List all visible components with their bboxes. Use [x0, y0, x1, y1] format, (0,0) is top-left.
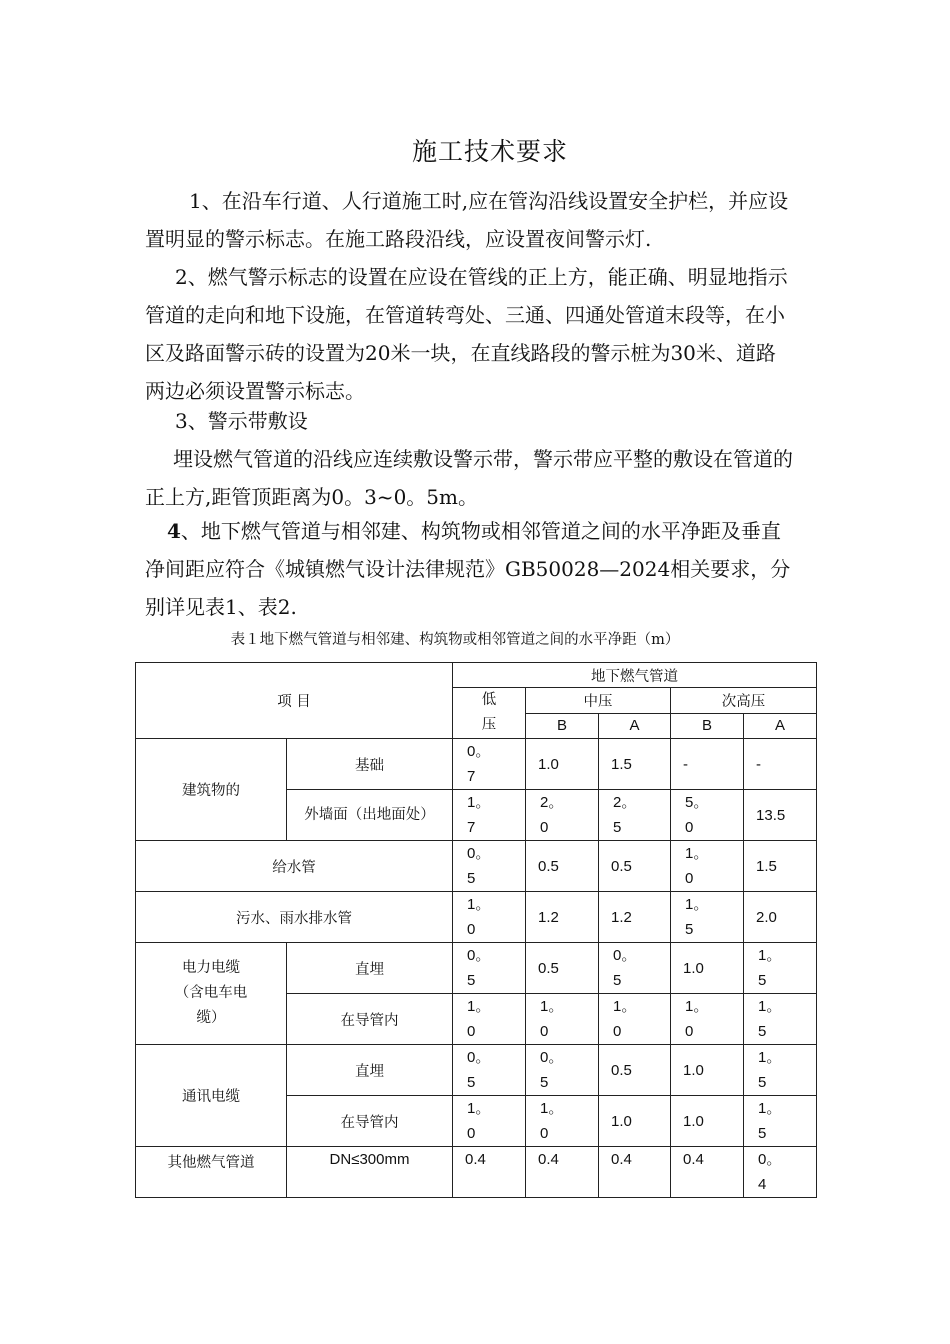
paragraph-5-number: 4 — [167, 519, 181, 543]
paragraph-5 — [145, 512, 795, 626]
cell: 1。5 — [744, 1096, 817, 1147]
cell: 0。7 — [453, 739, 526, 790]
cell: - — [671, 739, 744, 790]
power-cable-label: 电力电缆（含电车电缆） — [136, 943, 287, 1045]
cell: 1.0 — [599, 1096, 671, 1147]
cell: 1。7 — [453, 790, 526, 841]
cell: 0。5 — [453, 841, 526, 892]
table-row — [136, 943, 817, 994]
mid-pressure-header: 中压 — [526, 688, 671, 714]
cell: 1。5 — [744, 994, 817, 1045]
cell: 5。0 — [671, 790, 744, 841]
cell: 0。4 — [744, 1147, 817, 1198]
cell: 1。0 — [671, 994, 744, 1045]
cell: 2.0 — [744, 892, 817, 943]
cell: 1。5 — [744, 943, 817, 994]
cell: 1.0 — [526, 739, 599, 790]
cell: 1.2 — [599, 892, 671, 943]
paragraph-5-text: 、地下燃气管道与相邻建、构筑物或相邻管道之间的水平净距及垂直净间距应符合《城镇燃气设计法律规范》GB50028—2024相关要求，分别详见表1、表2. — [145, 519, 791, 619]
table-row — [136, 892, 817, 943]
cell: 1.5 — [599, 739, 671, 790]
foundation-label: 基础 — [287, 739, 453, 790]
cell: 1。0 — [453, 994, 526, 1045]
cell: 1。5 — [671, 892, 744, 943]
high-pressure-header: 次高压 — [671, 688, 817, 714]
cell: 1。0 — [453, 1096, 526, 1147]
cell: 0.4 — [599, 1147, 671, 1198]
cell: 1.0 — [671, 1096, 744, 1147]
cell: 0.4 — [526, 1147, 599, 1198]
table-row — [136, 1045, 817, 1096]
water-supply-label: 给水管 — [136, 841, 453, 892]
cell: 1。0 — [599, 994, 671, 1045]
cell: 1。0 — [526, 994, 599, 1045]
cell: 0.4 — [671, 1147, 744, 1198]
sewer-label: 污水、雨水排水管 — [136, 892, 453, 943]
power-direct-label: 直埋 — [287, 943, 453, 994]
high-b-header: B — [671, 713, 744, 739]
cell: 2。0 — [526, 790, 599, 841]
cell: 1。0 — [453, 892, 526, 943]
cell: 2。5 — [599, 790, 671, 841]
cell: 1.5 — [744, 841, 817, 892]
table-row — [136, 739, 817, 790]
cell: 0.5 — [526, 943, 599, 994]
outer-wall-label: 外墙面（出地面处） — [287, 790, 453, 841]
mid-b-header: B — [526, 713, 599, 739]
cell: 1。0 — [671, 841, 744, 892]
other-gas-label: 其他燃气管道 — [136, 1147, 287, 1198]
group-header: 地下燃气管道 — [453, 663, 817, 688]
cell: 1.0 — [671, 1045, 744, 1096]
cell: - — [744, 739, 817, 790]
page-title: 施工技术要求 — [411, 137, 568, 166]
cell: 0。5 — [453, 1045, 526, 1096]
high-a-header: A — [744, 713, 817, 739]
cell: 0.5 — [599, 1045, 671, 1096]
low-pressure-header: 低压 — [453, 688, 526, 739]
table-row — [136, 841, 817, 892]
cell: 1.0 — [671, 943, 744, 994]
cell: 13.5 — [744, 790, 817, 841]
paragraph-4: 埋设燃气管道的沿线应连续敷设警示带，警示带应平整的敷设在管道的正上方,距管顶距离为0。3~0。5m。 — [145, 447, 793, 509]
cell: 0.4 — [453, 1147, 526, 1198]
cell: 0。5 — [599, 943, 671, 994]
table-caption: 表１地下燃气管道与相邻建、构筑物或相邻管道之间的水平净距（m） — [230, 632, 680, 648]
cell: 0.5 — [599, 841, 671, 892]
paragraph-2: 2、燃气警示标志的设置在应设在管线的正上方，能正确、明显地指示管道的走向和地下设施，在管道转弯处、三通、四通处管道末段等，在小区及路面警示砖的设置为20米一块，在直线路段的警示桩为30米、道路两边必须设置警示标志。 — [145, 265, 788, 403]
cell: 0。5 — [526, 1045, 599, 1096]
mid-a-header: A — [599, 713, 671, 739]
telecom-duct-label: 在导管内 — [287, 1096, 453, 1147]
item-header: 项 目 — [136, 663, 453, 739]
telecom-cable-label: 通讯电缆 — [136, 1045, 287, 1147]
cell: 1。5 — [744, 1045, 817, 1096]
paragraph-3: 3、警示带敷设 — [175, 409, 308, 433]
paragraph-1: 1、在沿车行道、人行道施工时,应在管沟沿线设置安全护栏，并应设置明显的警示标志。在施工路段沿线，应设置夜间警示灯. — [145, 189, 789, 251]
distance-table — [135, 662, 817, 1198]
table-row — [136, 1147, 817, 1198]
cell: 1.2 — [526, 892, 599, 943]
dn-label: DN≤300mm — [287, 1147, 453, 1198]
cell: 1。0 — [526, 1096, 599, 1147]
cell: 0。5 — [453, 943, 526, 994]
cell: 0.5 — [526, 841, 599, 892]
building-label: 建筑物的 — [136, 739, 287, 841]
telecom-direct-label: 直埋 — [287, 1045, 453, 1096]
power-duct-label: 在导管内 — [287, 994, 453, 1045]
